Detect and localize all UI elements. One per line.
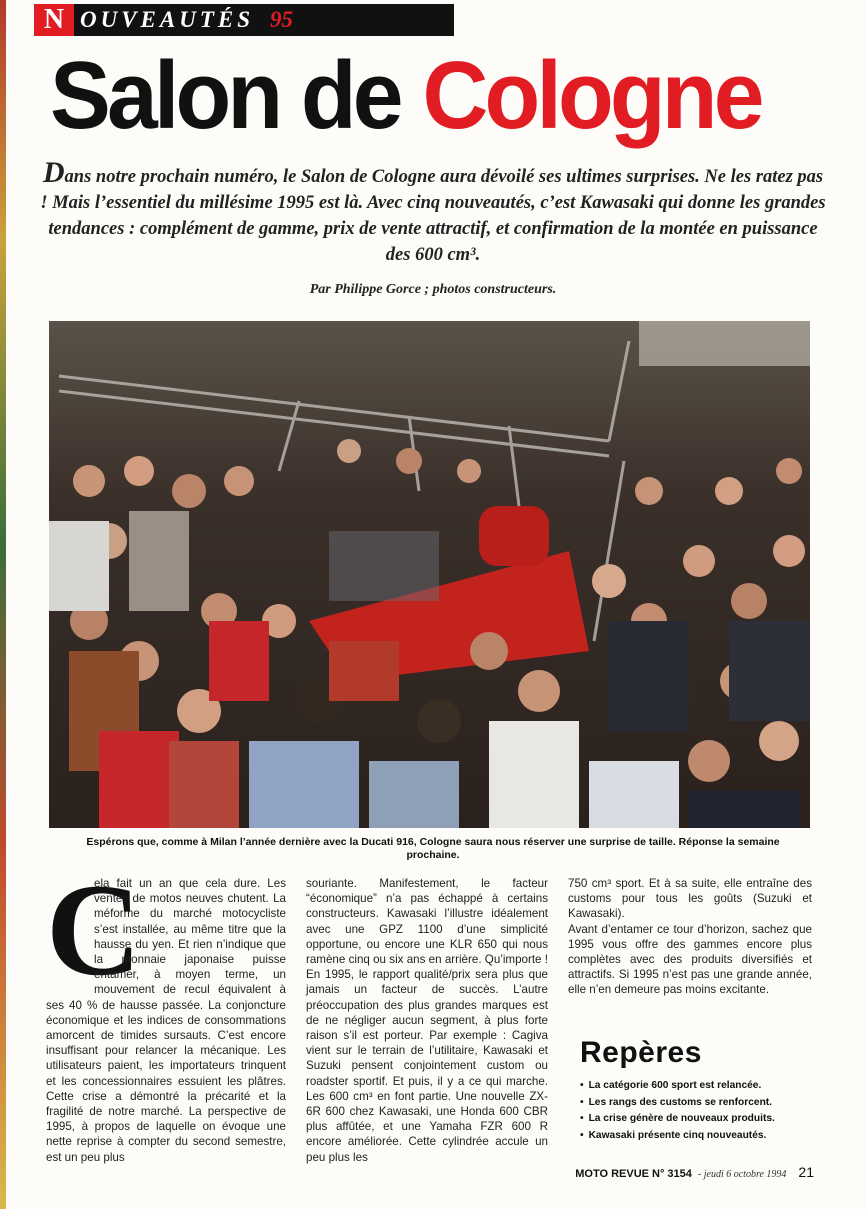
reperes-item: • La crise génère de nouveaux produits. bbox=[580, 1111, 814, 1128]
page-number: 21 bbox=[798, 1164, 814, 1180]
body-column-2-text: souriante. Manifestement, le facteur “économique” n’a pas échappé à certains constructeurs. Kawasaki l’illustre idéalement avec une GPZ 1100 d’une simplicité opportune, ou encore une KLR 650 qui nous ramène cinq ou six ans en arrière. Qu’importe ! En 1995, le rapport qualité/prix sera plus que jamais un facteur de succès. L’autre préoccupation des plus grandes marques est de ne négliger aucun segment, à plus forte raison s’il est porteur. Par exemple : Cagiva vient sur le terrain de l’utilitaire, Kawasaki et Suzuki pensent conjointement custom ou roadster sportif. Et puis, il y a ce qui marche. Les 600 cm³ en font partie. Une nouvelle ZX-6R 600 chez Kawasaki, une Honda 600 CBR plus affûtée, et une Yamaha FZR 600 R encore améliorée. Cette cylindrée accule un peu plus les bbox=[306, 877, 548, 1164]
reperes-title: Repères bbox=[580, 1036, 702, 1069]
reperes-item: • La catégorie 600 sport est relancée. bbox=[580, 1078, 814, 1095]
body-column-3-paragraph-2: Avant d’entamer ce tour d’horizon, sachez que 1995 vous offre des gammes encore plus complètes avec des produits diversifiés et attractifs. Si 1995 n’est pas une grande année, elle n’en demeure pas moins excitante. bbox=[568, 922, 812, 997]
reperes-item: • Les rangs des customs se renforcent. bbox=[580, 1095, 814, 1112]
reperes-list bbox=[574, 1078, 814, 1144]
rubric-initial: N bbox=[34, 4, 74, 36]
footer-magazine: MOTO REVUE N° 3154 bbox=[575, 1168, 692, 1180]
body-column-1-text: ela fait un an que cela dure. Les ventes de motos neuves chutent. La méforme du marché motocycliste s’est installée, au même titre que la hausse du yen. Et rien n’indique que la monnaie japonaise puisse entamer, à moyen terme, un mouvement de recul équivalent à ses 40 % de hausse passée. La conjoncture économique et les indices de consommations amorcent de timides sursauts. C’est encore insuffisant pour relancer la mécanique. Les utilisateurs paient, les importateurs trinquent et les concessionnaires essuient les plâtres. Cette crise a démontré la précarité et la fragilité de notre marché. La perspective de 1995, à propos de laquelle on évoque une nette reprise à compter du second semestre, est un peu plus bbox=[46, 877, 286, 1164]
crowd-photo bbox=[49, 321, 810, 828]
crowd-photo-illustration bbox=[49, 321, 810, 828]
body-column-1 bbox=[46, 856, 286, 1165]
body-dropcap: C bbox=[46, 856, 142, 1003]
rubric-year: 95 bbox=[270, 7, 294, 32]
page-footer bbox=[560, 1164, 814, 1184]
reperes-item: • Kawasaki présente cinq nouveautés. bbox=[580, 1128, 814, 1145]
page-edge-strip bbox=[0, 0, 6, 1209]
headline-part2: Cologne bbox=[422, 42, 761, 149]
reperes-box bbox=[574, 1036, 814, 1148]
rubric-word: OUVEAUTÉS bbox=[80, 7, 255, 32]
intro-text: ans notre prochain numéro, le Salon de Cologne aura dévoilé ses ultimes surprises. Ne les ratez pas ! Mais l’essentiel du millésime 1995 est là. Avec cinq nouveautés, c’est Kawasaki qui donne les grandes tendances : complément de gamme, prix de vente attractif, et confirmation de la montée en puissance des 600 cm³. bbox=[40, 167, 826, 265]
headline bbox=[50, 36, 791, 156]
headline-part1: Salon de bbox=[50, 42, 400, 149]
body-column-3-paragraph-1: 750 cm³ sport. Et à sa suite, elle entraîne des customs pour tous les goûts (Suzuki et Kawasaki). bbox=[568, 877, 812, 921]
photo-caption: Espérons que, comme à Milan l’année dernière avec la Ducati 916, Cologne saura nous réserver une surprise de taille. Réponse la semaine prochaine. bbox=[86, 836, 780, 861]
body-column-3 bbox=[568, 876, 812, 998]
intro-paragraph bbox=[40, 156, 826, 268]
section-rubric bbox=[34, 4, 454, 36]
intro-drop-letter: D bbox=[42, 156, 65, 189]
footer-date: - jeudi 6 octobre 1994 bbox=[697, 1169, 787, 1180]
body-column-2 bbox=[306, 876, 548, 1165]
byline: Par Philippe Gorce ; photos constructeurs. bbox=[309, 282, 557, 297]
